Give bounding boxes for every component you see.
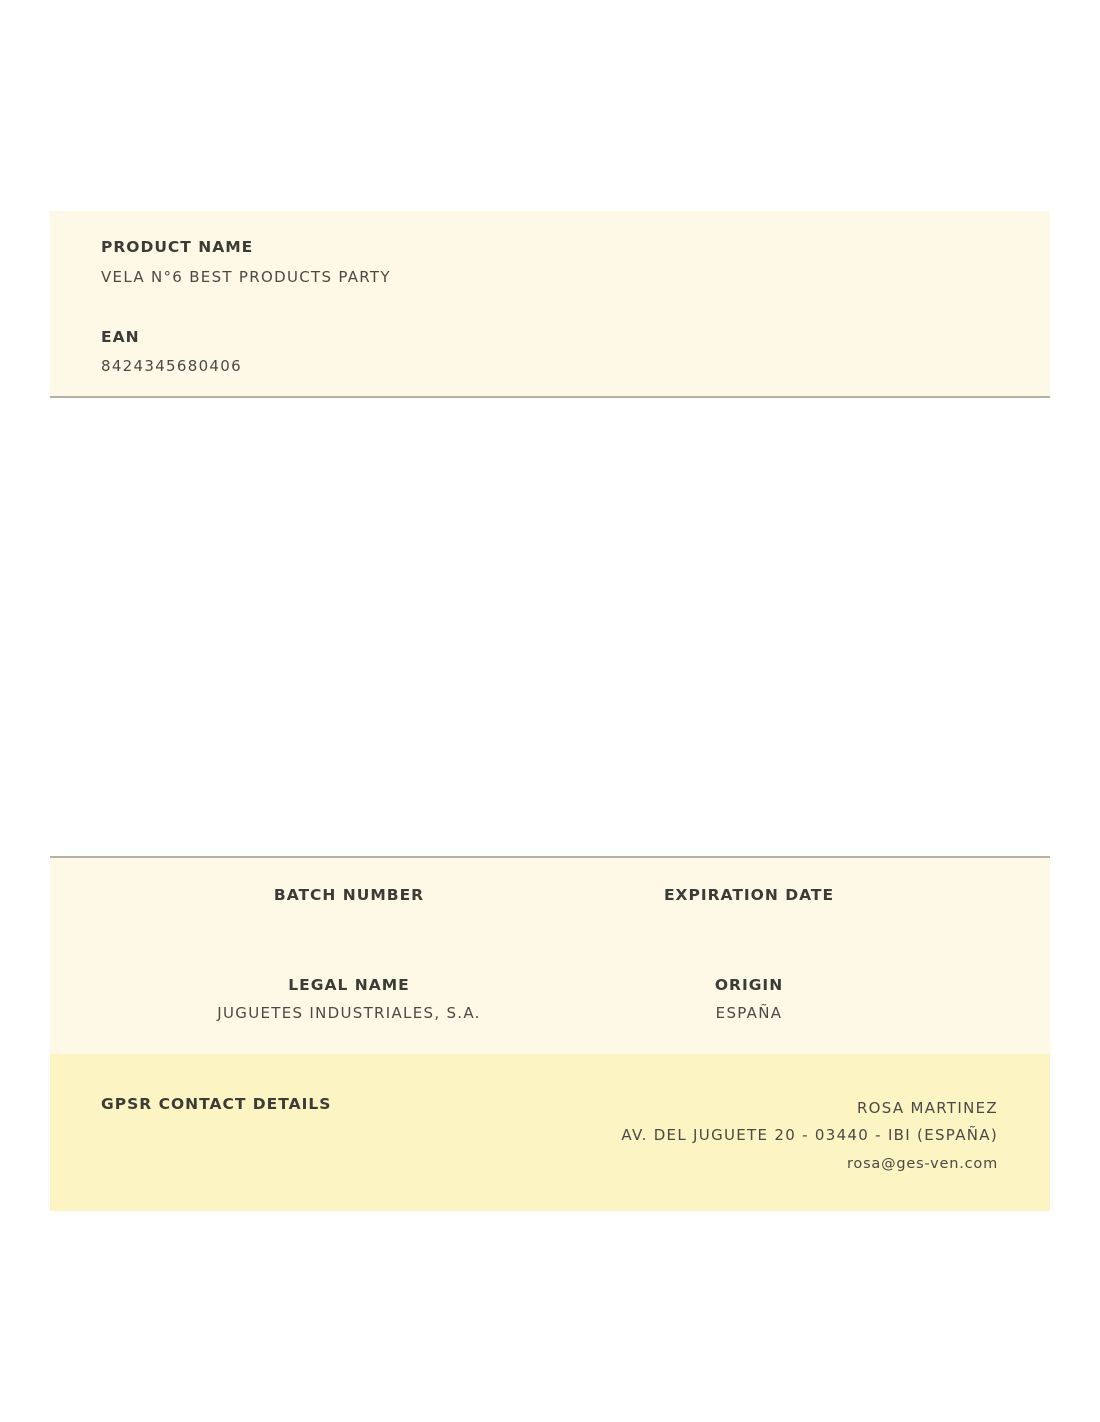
contact-name: ROSA MARTINEZ [856, 1099, 998, 1117]
contact-address: AV. DEL JUGUETE 20 - 03440 - IBI (ESPAÑA) [621, 1126, 998, 1144]
batch-number-cell [149, 886, 549, 914]
legal-name-cell [149, 976, 549, 1022]
ean-value: 8424345680406 [101, 357, 242, 375]
gpsr-contact-info [621, 1095, 998, 1179]
gpsr-contact-panel [50, 1054, 1050, 1211]
origin-cell [549, 976, 949, 1022]
product-info-panel [50, 211, 1050, 398]
ean-label: EAN [101, 328, 140, 346]
expiration-date-cell [549, 886, 949, 914]
legal-name-value: JUGUETES INDUSTRIALES, S.A. [217, 1004, 481, 1022]
gpsr-contact-label: GPSR CONTACT DETAILS [101, 1095, 332, 1113]
expiration-date-label: EXPIRATION DATE [663, 886, 835, 904]
legal-name-label: LEGAL NAME [288, 976, 410, 994]
product-details-panel [50, 856, 1050, 1056]
contact-email[interactable]: rosa@ges-ven.com [846, 1156, 998, 1172]
origin-label: ORIGIN [714, 976, 784, 994]
batch-number-label: BATCH NUMBER [273, 886, 425, 904]
product-name-label: PRODUCT NAME [101, 238, 254, 256]
product-name-value: VELA N°6 BEST PRODUCTS PARTY [101, 268, 391, 286]
origin-value: ESPAÑA [715, 1004, 783, 1022]
